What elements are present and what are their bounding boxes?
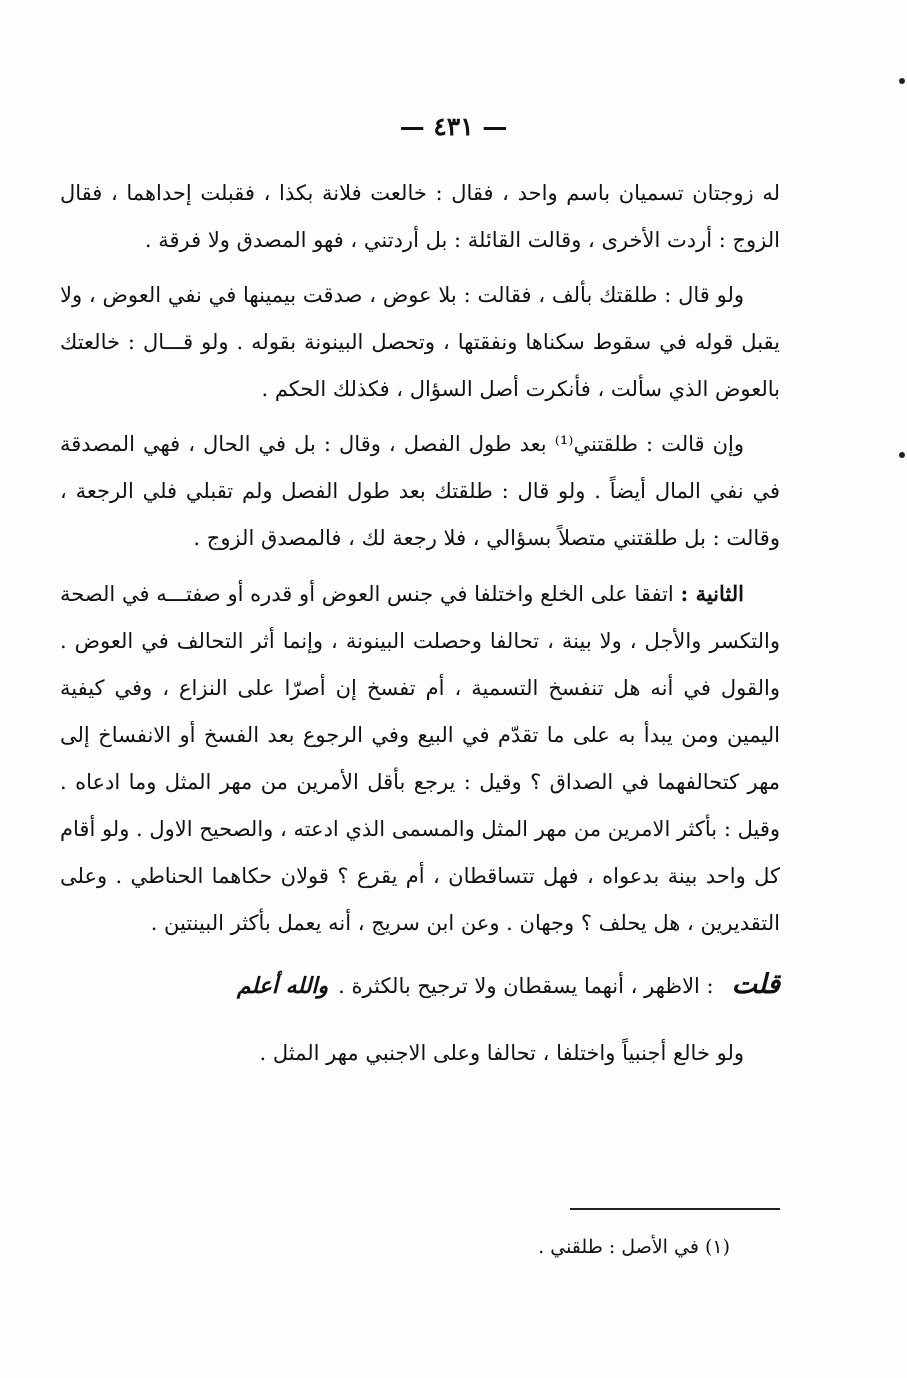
paragraph: له زوجتان تسميان باسم واحد ، فقال : خالعت فلانة بكذا ، فقبلت إحداهما ، فقال الزوج : أردت الأخرى ، وقالت القائلة : بل أردتني ، فهو المصدق ولا فرقة .: [60, 181, 780, 252]
qult-text: : الاظهر ، أنهما يسقطان ولا ترجيح بالكثرة .: [338, 974, 714, 998]
footnote: (١) في الأصل : طلقني .: [538, 1236, 730, 1258]
page-number: — ٤٣١ —: [399, 112, 508, 141]
paragraph: ولو خالع أجنبياً واختلفا ، تحالفا وعلى الاجنبي مهر المثل .: [259, 1041, 744, 1065]
paragraph: وإن قالت : طلقتني⁽¹⁾ بعد طول الفصل ، وقال : بل في الحال ، فهي المصدقة في نفي المال أيضاً . ولو قال : طلقتك بعد طول الفصل ولم تقبلي فلي الرجعة ، وقالت : بل طلقتني متصلاً بسؤالي ، فلا رجعة لك ، فالمصدق الزوج .: [60, 432, 780, 550]
qult-label: قلت: [731, 969, 780, 1000]
margin-mark: [899, 78, 905, 84]
section-text: اتفقا على الخلع واختلفا في جنس العوض أو قدره أو صفتـــه في الصحة والتكسر والأجل ، ولا بينة ، تحالفا وحصلت البينونة ، وإنما أثر التحالف في العوض . والقول في أنه هل تنفسخ التسمية ، أم تفسخ إن أصرّا على النزاع ، وفي كيفية اليمين ومن يبدأ به على ما تقدّم في البيع وفي الرجوع بعد الفسخ أو الانفساخ إلى مهر كتحالفهما في الصداق ؟ وقيل : يرجع بأقل الأمرين من مهر المثل وما ادعاه . وقيل : بأكثر الامرين من مهر المثل والمسمى الذي ادعته ، والصحيح الاول . ولو أقام كل واحد بينة بدعواه ، فهل تتساقطان ، أم يقرع ؟ قولان حكاهما الحناطي . وعلى التقديرين ، هل يحلف ؟ وجهان . وعن ابن سريج ، أنه يعمل بأكثر البينتين .: [60, 582, 780, 935]
closing-formula: والله أعلم: [236, 973, 329, 999]
section-lead-word: الثانية :: [680, 581, 744, 606]
qult-paragraph: [60, 961, 780, 1010]
margin-mark: [899, 452, 905, 458]
paragraph: ولو قال : طلقتك بألف ، فقالت : بلا عوض ، صدقت بيمينها في نفي العوض ، ولا يقبل قوله في سقوط سكناها ونفقتها ، وتحصل البينونة بقوله . ولو قـــال : خالعتك بالعوض الذي سألت ، فأنكرت أصل السؤال ، فكذلك الحكم .: [60, 283, 780, 401]
footnote-divider: [570, 1208, 780, 1210]
section-second: [60, 570, 780, 947]
main-text: [60, 170, 780, 1077]
